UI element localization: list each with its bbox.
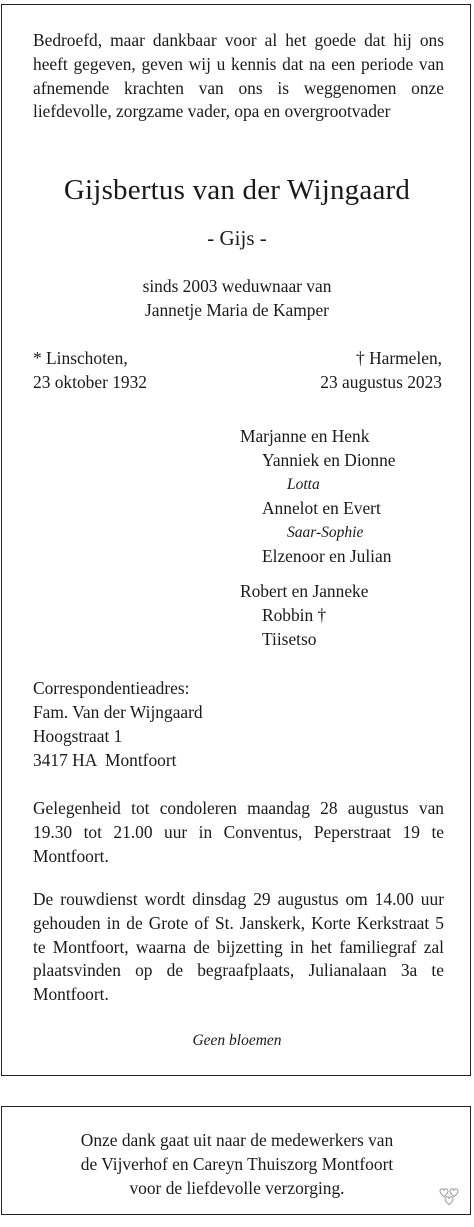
family-member: Yanniek en Dionne	[262, 450, 396, 470]
intro-text: Bedroefd, maar dankbaar voor al het goede dat hij ons heeft gegeven, geven wij u kennis dat na een periode van afnemende krachten van ons is weggenomen onze liefdevolle, zorgzame vader, opa en overgrootvader	[33, 30, 444, 122]
birth-date: 23 oktober 1932	[33, 372, 147, 392]
thanks-line-3: voor de liefdevolle verzorging.	[129, 1178, 345, 1198]
family-member: Lotta	[287, 476, 320, 493]
family-member: Tiisetso	[262, 629, 317, 649]
family-member: Saar-Sophie	[287, 524, 364, 541]
thanks-line-1: Onze dank gaat uit naar de medewerkers van	[80, 1130, 394, 1150]
address-label: Correspondentieadres:	[33, 678, 190, 698]
family-member: Elzenoor en Julian	[262, 546, 392, 566]
death-date: 23 augustus 2023	[320, 372, 442, 392]
no-flowers-note: Geen bloemen	[192, 1032, 282, 1049]
death-place: † Harmelen,	[356, 348, 442, 368]
birth-place: * Linschoten,	[33, 348, 128, 368]
thanks-line-2: de Vijverhof en Careyn Thuiszorg Montfoort	[80, 1154, 394, 1174]
family-member: Marjanne en Henk	[240, 426, 370, 446]
widower-line-2: Jannetje Maria de Kamper	[145, 300, 329, 320]
deceased-nickname: - Gijs -	[207, 226, 267, 250]
service-text: De rouwdienst wordt dinsdag 29 augustus om 14.00 uur gehouden in de Grote of St. Janskerk, Korte Kerkstraat 5 te Montfoort, waarna de bijzetting in het familiegraf zal plaatsvinden op de begraafplaats, Julianalaan 3a te Montfoort.	[33, 889, 444, 1005]
family-member: Robert en Janneke	[240, 581, 369, 601]
deceased-name: Gijsbertus van der Wijngaard	[63, 174, 411, 206]
address-line-3: 3417 HA Montfoort	[33, 750, 177, 770]
hearts-icon	[436, 1184, 462, 1206]
thanks-card	[1, 1106, 471, 1215]
family-member: Robbin †	[262, 605, 327, 625]
address-line-2: Hoogstraat 1	[33, 726, 123, 746]
widower-line-1: sinds 2003 weduwnaar van	[142, 276, 332, 296]
family-member: Annelot en Evert	[262, 498, 381, 518]
condolence-text: Gelegenheid tot condoleren maandag 28 augustus van 19.30 tot 21.00 uur in Conventus, Peperstraat 19 te Montfoort.	[33, 798, 444, 866]
address-line-1: Fam. Van der Wijngaard	[33, 702, 203, 722]
obituary-card	[1, 4, 471, 1076]
